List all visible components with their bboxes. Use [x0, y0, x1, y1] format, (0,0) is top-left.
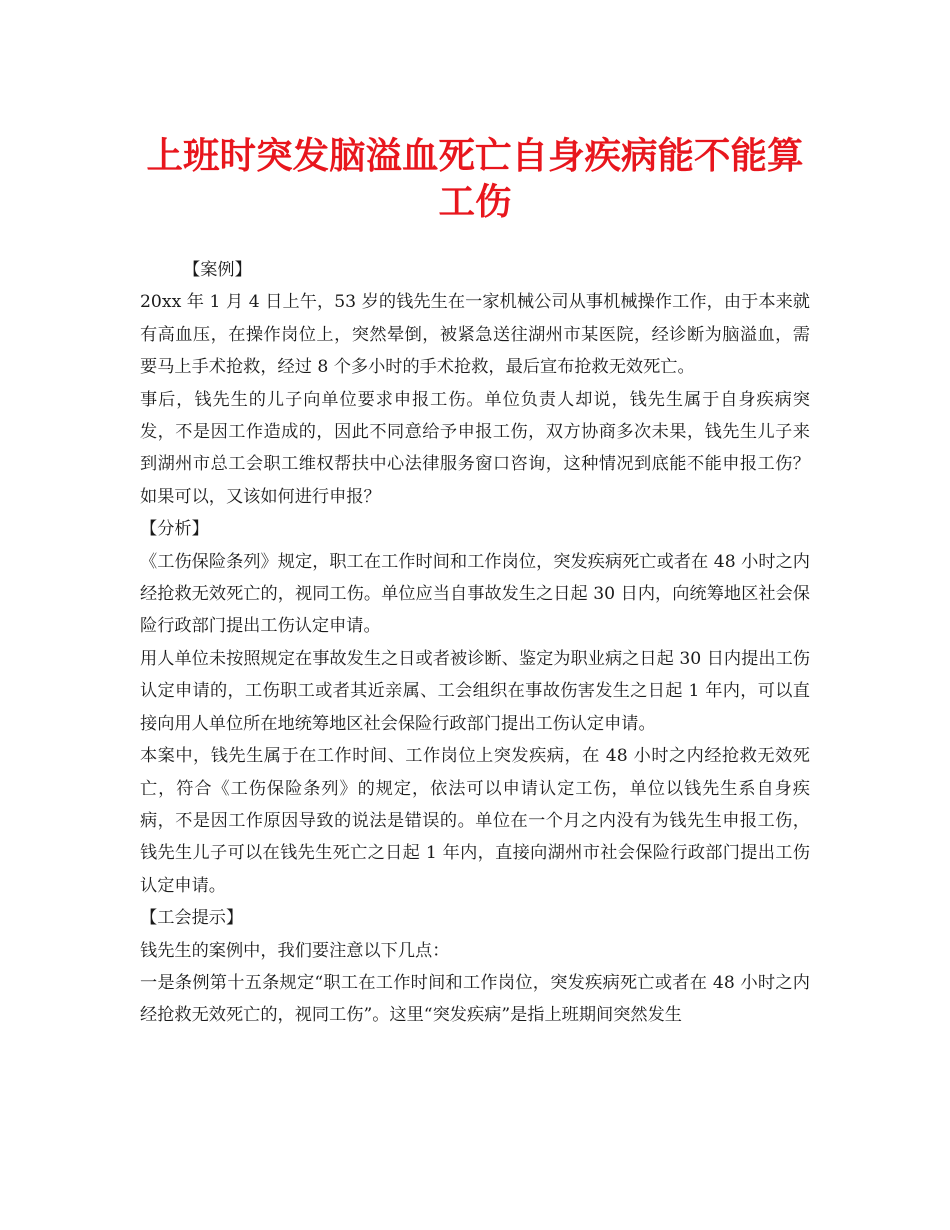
document-title: 上班时突发脑溢血死亡自身疾病能不能算工伤	[146, 134, 804, 223]
tips-paragraph: 钱先生的案例中，我们要注意以下几点：	[140, 940, 450, 961]
tips-heading: 【工会提示】	[140, 908, 244, 929]
analysis-paragraph: 《工伤保险条列》规定，职工在工作时间和工作岗位，突发疾病死亡或者在 48 小时之内经抢救无效死亡的，视同工伤。单位应当自事故发生之日起 30 日内，向统筹地区社会保险行政部门提出工伤认定申请。	[140, 551, 810, 637]
case-heading: 【案例】	[183, 260, 252, 280]
case-paragraph: 事后，钱先生的儿子向单位要求申报工伤。单位负责人却说，钱先生属于自身疾病突发，不是因工作造成的，因此不同意给予申报工伤，双方协商多次未果，钱先生儿子来到湖州市总工会职工维权帮扶中心法律服务窗口咨询，这种情况到底能不能申报工伤？如果可以，又该如何进行申报？	[140, 389, 810, 507]
document-body	[140, 254, 810, 1032]
analysis-paragraph: 本案中，钱先生属于在工作时间、工作岗位上突发疾病，在 48 小时之内经抢救无效死亡，符合《工伤保险条列》的规定，依法可以申请认定工伤，单位以钱先生系自身疾病，不是因工作原因导致的说法是错误的。单位在一个月之内没有为钱先生申报工伤，钱先生儿子可以在钱先生死亡之日起 1 年内，直接向湖州市社会保险行政部门提出工伤认定申请。	[140, 746, 810, 896]
analysis-heading: 【分析】	[140, 519, 209, 540]
case-paragraph: 20xx 年 1 月 4 日上午，53 岁的钱先生在一家机械公司从事机械操作工作，由于本来就有高血压，在操作岗位上，突然晕倒，被紧急送往湖州市某医院，经诊断为脑溢血，需要马上手术抢救，经过 8 个多小时的手术抢救，最后宣布抢救无效死亡。	[140, 292, 810, 378]
tips-paragraph: 一是条例第十五条规定“职工在工作时间和工作岗位，突发疾病死亡或者在 48 小时之内经抢救无效死亡的，视同工伤”。这里“突发疾病”是指上班期间突然发生	[140, 972, 810, 1026]
analysis-paragraph: 用人单位未按照规定在事故发生之日或者被诊断、鉴定为职业病之日起 30 日内提出工伤认定申请的，工伤职工或者其近亲属、工会组织在事故伤害发生之日起 1 年内，可以直接向用人单位所在地统筹地区社会保险行政部门提出工伤认定申请。	[140, 648, 810, 734]
